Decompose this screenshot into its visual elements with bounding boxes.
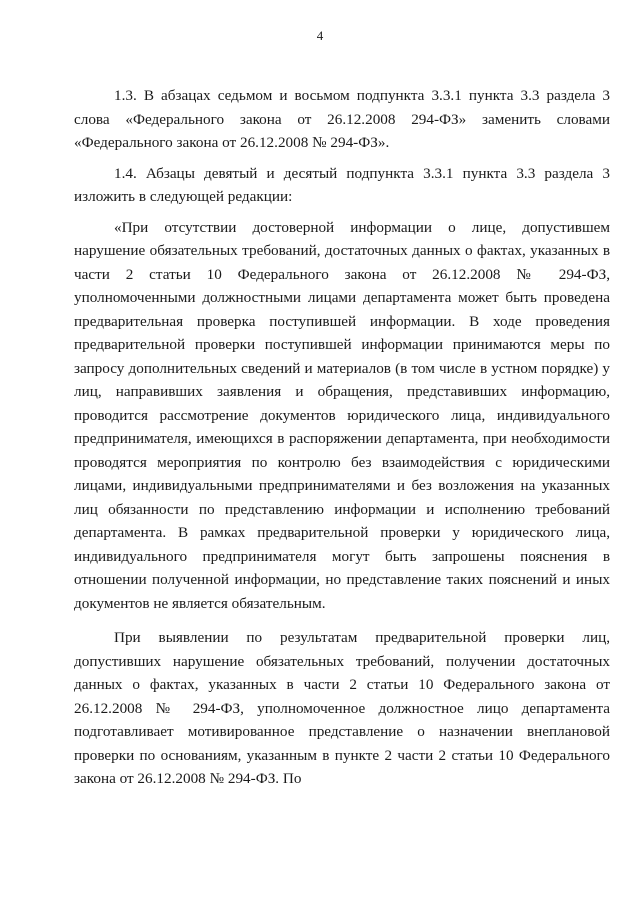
paragraph-continuation: При выявлении по результатам предварительной проверки лиц, допустивших нарушение обязательных требований, получении достаточных данных о фактах, указанных в части 2 статьи 10 Федерального закона от 26.12.2008 № 294-ФЗ, уполномоченное должностное лицо департамента подготавливает мотивированное представление о назначении внеплановой проверки по основаниям, указанным в пункте 2 части 2 статьи 10 Федерального закона от 26.12.2008 № 294-ФЗ. По	[74, 629, 610, 787]
paragraph-1-3: 1.3. В абзацах седьмом и восьмом подпункта 3.3.1 пункта 3.3 раздела 3 слова «Федерального закона от 26.12.2008 294-ФЗ» заменить словами «Федерального закона от 26.12.2008 № 294-ФЗ».	[74, 87, 610, 151]
document-body	[74, 84, 610, 791]
page-number: 4	[316, 28, 324, 43]
paragraph-quoted-amendment: «При отсутствии достоверной информации о лице, допустившем нарушение обязательных требований, достаточных данных о фактах, указанных в части 2 статьи 10 Федерального закона от 26.12.2008 № 294-ФЗ, уполномоченными должностными лицами департамента может быть проведена предварительная проверка поступившей информации. В ходе проведения предварительной проверки поступившей информации принимаются меры по запросу дополнительных сведений и материалов (в том числе в устном порядке) у лиц, направивших заявления и обращения, представивших информацию, проводится рассмотрение документов юридического лица, индивидуального предпринимателя, имеющихся в распоряжении департамента, при необходимости проводятся мероприятия по контролю без взаимодействия с юридическими лицами, индивидуальными предпринимателями и без возложения на указанных лиц обязанности по представлению информации и исполнению требований департамента. В рамках предварительной проверки у юридического лица, индивидуального предпринимателя могут быть запрошены пояснения в отношении полученной информации, но представление таких пояснений и иных документов не является обязательным.	[74, 218, 610, 612]
paragraph-1-4: 1.4. Абзацы девятый и десятый подпункта 3.3.1 пункта 3.3 раздела 3 изложить в следующей редакции:	[74, 164, 610, 205]
